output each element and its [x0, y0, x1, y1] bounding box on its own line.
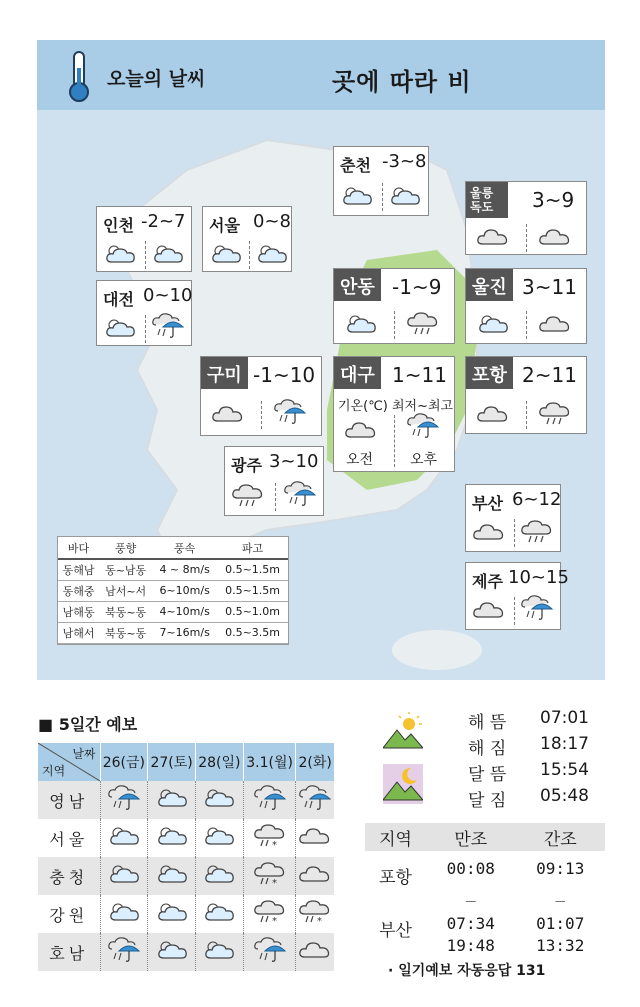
umbrella-icon — [107, 937, 141, 963]
table-row: 19:48 13:32 — [446, 936, 585, 956]
cloud-sun-icon — [155, 899, 189, 925]
rain-icon — [538, 401, 572, 427]
umbrella-icon — [151, 313, 185, 339]
moonrise-time: 15:54 — [540, 760, 589, 780]
page-title: 오늘의 날씨 — [107, 68, 206, 90]
sunrise-time: 07:01 — [540, 708, 589, 728]
cloud-sun-icon — [155, 785, 189, 811]
moonset-time: 05:48 — [540, 786, 589, 806]
forecast-table: 날짜 지역 26(금) 27(토) 28(일) 3.1(월) 2(화) 영남 서울 충청 강원 호남 — [38, 743, 334, 971]
sea-conditions-table: 바다 풍향 풍속 파고 동해남 동~남동 4 ~ 8m/s 0.5~1.5m 동해중 남서~서 6~10m/s 0.5~1.5m 남해동 북동~동 4~10m/s 0.5~1.0m 남해서 북동~동 7~16m/s 0.5~3.5m — [57, 536, 289, 645]
sunset-time: 18:17 — [540, 734, 589, 754]
cloud-icon — [472, 519, 506, 545]
city-chuncheon: 춘천 -3~8 — [333, 146, 429, 216]
cloud-sun-icon — [202, 823, 236, 849]
cloud-sun-icon — [255, 241, 289, 267]
forecast-region: 호남 — [38, 933, 100, 971]
city-daegu: 대구 1~11 기온(℃) 최저~최고 오전 오후 — [333, 356, 455, 472]
snow-rain-icon — [253, 899, 287, 925]
cloud-sun-icon — [151, 241, 185, 267]
table-row — [38, 933, 334, 971]
cloud-icon — [476, 401, 510, 427]
forecast-region: 서울 — [49, 829, 89, 849]
city-seoul: 서울 0~8 — [202, 206, 292, 272]
cloud-sun-icon — [103, 241, 137, 267]
table-row: 남해동 북동~동 4~10m/s 0.5~1.0m — [58, 601, 288, 622]
cloud-sun-icon — [155, 861, 189, 887]
snow-rain-icon — [253, 861, 287, 887]
table-row — [38, 781, 334, 819]
cloud-icon — [298, 861, 332, 887]
header-band — [37, 40, 605, 110]
city-andong: 안동 -1~9 — [333, 268, 455, 344]
cloud-sun-icon — [202, 937, 236, 963]
city-incheon: 인천 -2~7 — [96, 206, 192, 272]
city-gumi: 구미 -1~10 — [200, 356, 322, 436]
moon-mountain-icon — [383, 764, 423, 804]
cloud-sun-icon — [202, 899, 236, 925]
sunrise-mountain-icon — [383, 712, 423, 752]
rain-icon — [406, 311, 440, 337]
corner-cell: 날짜 지역 — [38, 743, 100, 781]
cloud-icon — [476, 224, 510, 250]
cloud-sun-icon — [155, 937, 189, 963]
cloud-sun-icon — [103, 315, 137, 341]
umbrella-icon — [520, 595, 554, 621]
cloud-sun-icon — [202, 785, 236, 811]
cloud-sun-icon — [209, 241, 243, 267]
cloud-sun-icon — [107, 823, 141, 849]
city-ulleung: 울릉독도 3~9 — [465, 181, 587, 255]
umbrella-icon — [273, 399, 307, 425]
table-row: _ _ — [465, 883, 566, 903]
cloud-sun-icon — [202, 861, 236, 887]
umbrella-icon — [253, 937, 287, 963]
forecast-title: ■ 5일간 예보 — [38, 715, 138, 734]
umbrella-icon — [253, 785, 287, 811]
table-row: 남해서 북동~동 7~16m/s 0.5~3.5m — [58, 622, 288, 643]
city-uljin: 울진 3~11 — [465, 268, 587, 344]
cloud-icon — [298, 937, 332, 963]
cloud-sun-icon — [344, 311, 378, 337]
forecast-region: 강원 — [49, 905, 89, 925]
cloud-icon — [472, 597, 506, 623]
snow-rain-icon — [253, 823, 287, 849]
forecast-region: 영남 — [38, 781, 100, 819]
umbrella-icon — [406, 413, 440, 439]
page-subtitle: 곳에 따라 비 — [332, 68, 472, 96]
city-daejeon: 대전 0~10 — [96, 280, 192, 346]
daegu-legend: 기온(℃) 최저~최고 — [338, 399, 454, 414]
table-row — [38, 857, 334, 895]
table-row — [38, 895, 334, 933]
cloud-icon — [538, 224, 572, 250]
cloud-sun-icon — [107, 899, 141, 925]
cloud-sun-icon — [340, 183, 374, 209]
city-busan: 부산 6~12 — [465, 484, 561, 552]
table-row: 동해중 남서~서 6~10m/s 0.5~1.5m — [58, 580, 288, 601]
city-pohang: 포항 2~11 — [465, 356, 587, 434]
cloud-icon — [298, 823, 332, 849]
cloud-sun-icon — [476, 311, 510, 337]
cloud-sun-icon — [155, 823, 189, 849]
cloud-icon — [211, 401, 245, 427]
table-row: 부산 07:34 01:07 — [379, 914, 585, 941]
snow-rain-icon — [298, 899, 332, 925]
umbrella-icon — [283, 481, 317, 507]
rain-icon — [520, 519, 554, 545]
umbrella-icon — [107, 785, 141, 811]
cloud-icon — [344, 417, 378, 443]
table-row — [38, 819, 334, 857]
forecast-region: 충청 — [38, 857, 100, 895]
rain-icon — [231, 483, 265, 509]
cloud-sun-icon — [388, 183, 422, 209]
cloud-sun-icon — [107, 861, 141, 887]
city-gwangju: 광주 3~10 — [224, 446, 324, 516]
table-row: 동해남 동~남동 4 ~ 8m/s 0.5~1.5m — [58, 559, 288, 580]
cloud-icon — [538, 311, 572, 337]
umbrella-icon — [298, 785, 332, 811]
city-jeju: 제주 10~15 — [465, 562, 561, 630]
footer-note: · 일기예보 자동응답 131 — [388, 963, 546, 979]
table-row: 포항 00:08 09:13 — [379, 859, 585, 888]
tide-table: 지역 만조 간조 포항 00:08 09:13 _ _ 부산 07:34 01:07 19:48 13:32 — [365, 823, 605, 957]
thermometer-icon — [67, 50, 91, 102]
